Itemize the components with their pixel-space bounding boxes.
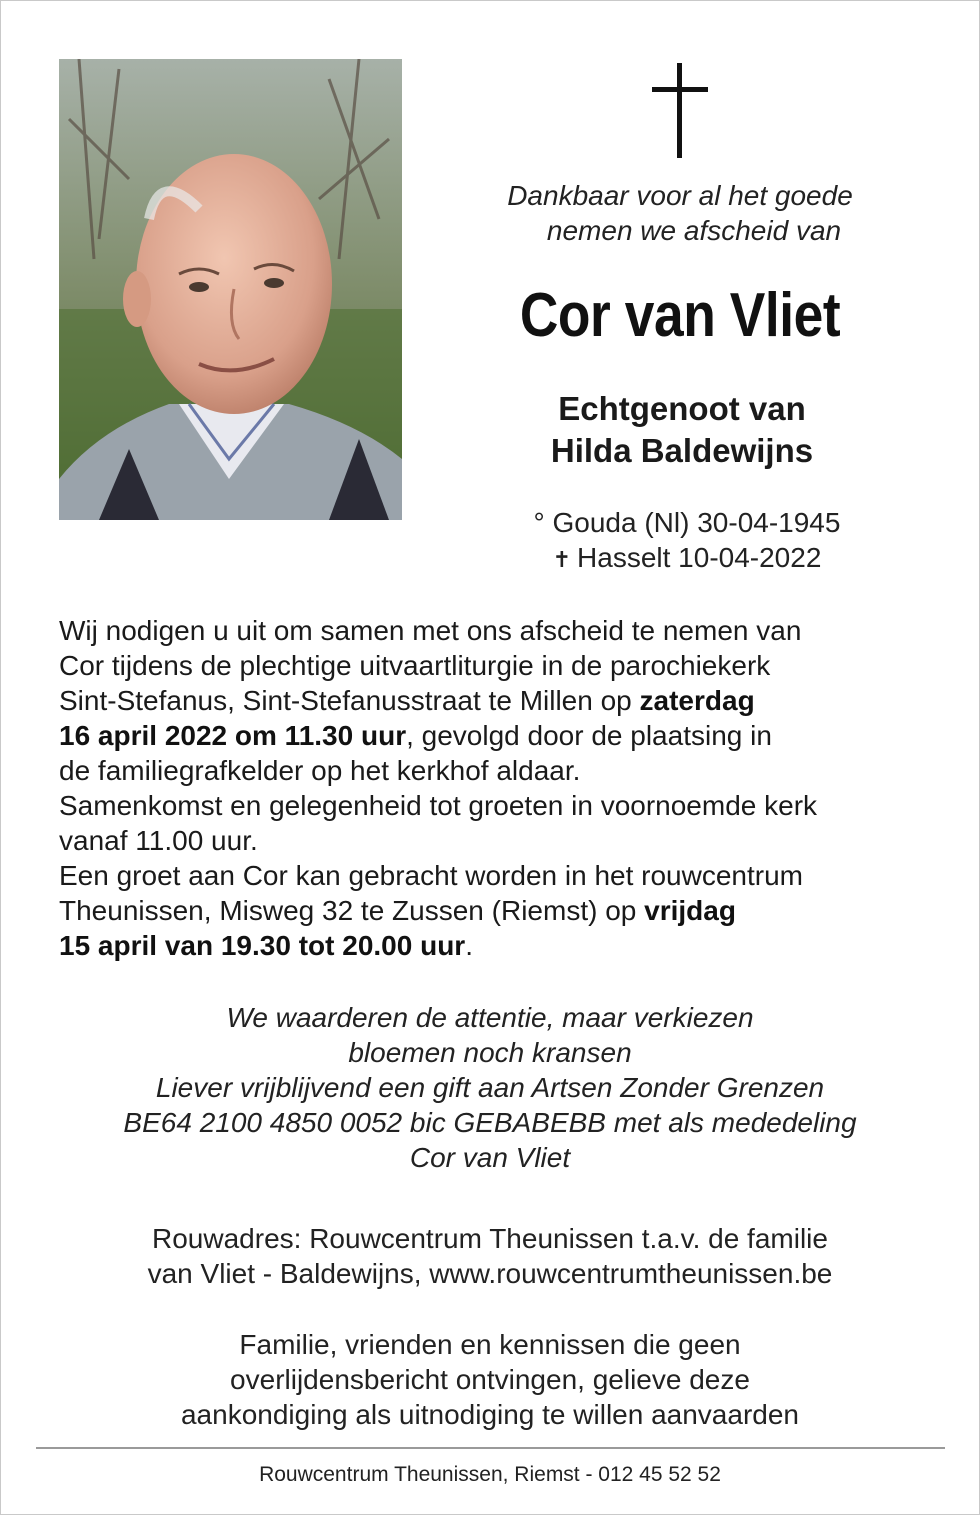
- portrait-photo: [59, 59, 402, 520]
- relation-text: [440, 388, 924, 472]
- body-text-part: .: [465, 930, 473, 961]
- notice-line: Familie, vrienden en kennissen die geen: [239, 1329, 741, 1360]
- funeral-date-time: 16 april 2022 om 11.30 uur: [59, 720, 407, 751]
- body-text-part: Sint-Stefanus, Sint-Stefanusstraat te Millen op: [59, 685, 640, 716]
- body-line: [59, 718, 939, 753]
- body-line: Wij nodigen u uit om samen met ons afscheid te nemen van: [59, 615, 802, 646]
- death-date-line: [440, 540, 920, 577]
- invitation-notice: [40, 1327, 940, 1432]
- address-line: van Vliet - Baldewijns, www.rouwcentrumtheunissen.be: [147, 1258, 833, 1289]
- notice-line: overlijdensbericht ontvingen, gelieve deze: [230, 1364, 750, 1395]
- birth-date: ° Gouda (Nl) 30-04-1945: [533, 507, 841, 538]
- wish-line: Liever vrijblijvend een gift aan Artsen Zonder Grenzen: [155, 1072, 825, 1103]
- body-line: Een groet aan Cor kan gebracht worden in het rouwcentrum: [59, 860, 803, 891]
- cross-icon: [652, 63, 708, 158]
- portrait-illustration: [59, 59, 402, 520]
- death-date: Hasselt 10-04-2022: [577, 542, 822, 573]
- footer-text: Rouwcentrum Theunissen, Riemst - 012 45 52 52: [259, 1463, 721, 1486]
- mourning-address: [40, 1221, 940, 1291]
- deceased-name: Cor van Vliet: [519, 281, 841, 350]
- funeral-day: zaterdag: [639, 685, 755, 716]
- intro-line: Dankbaar voor al het goede: [507, 180, 853, 211]
- wish-line: bloemen noch kransen: [348, 1037, 632, 1068]
- body-text-part: , gevolgd door de plaatsing in: [406, 720, 772, 751]
- body-line: [59, 893, 939, 928]
- address-line: Rouwadres: Rouwcentrum Theunissen t.a.v. de familie: [152, 1223, 828, 1254]
- relation-line: Echtgenoot van: [558, 390, 806, 427]
- wish-line: BE64 2100 4850 0052 bic GEBABEBB met als mededeling: [123, 1107, 857, 1138]
- visitation-day: vrijdag: [644, 895, 736, 926]
- body-line: [59, 928, 939, 963]
- body-text-part: Theunissen, Misweg 32 te Zussen (Riemst) op: [59, 895, 645, 926]
- small-cross-icon: ✝: [552, 547, 572, 572]
- intro-line: nemen we afscheid van: [546, 215, 842, 246]
- spouse-name: Hilda Baldewijns: [550, 432, 814, 469]
- body-line: Samenkomst en gelegenheid tot groeten in voornoemde kerk: [59, 790, 818, 821]
- notice-line: aankondiging als uitnodiging te willen aanvaarden: [180, 1399, 799, 1430]
- visitation-date-time: 15 april van 19.30 tot 20.00 uur: [59, 930, 466, 961]
- footer-divider: [36, 1447, 945, 1449]
- body-line: [59, 683, 939, 718]
- body-line: de familiegrafkelder op het kerkhof aldaar.: [59, 755, 581, 786]
- wish-line: Cor van Vliet: [409, 1142, 571, 1173]
- wish-line: We waarderen de attentie, maar verkiezen: [226, 1002, 754, 1033]
- funeral-details: [59, 613, 939, 963]
- body-line: Cor tijdens de plechtige uitvaartliturgie in de parochiekerk: [59, 650, 771, 681]
- donation-wish: [40, 1000, 940, 1175]
- life-dates: [440, 505, 920, 577]
- intro-text: [440, 178, 920, 248]
- body-line: vanaf 11.00 uur.: [59, 825, 258, 856]
